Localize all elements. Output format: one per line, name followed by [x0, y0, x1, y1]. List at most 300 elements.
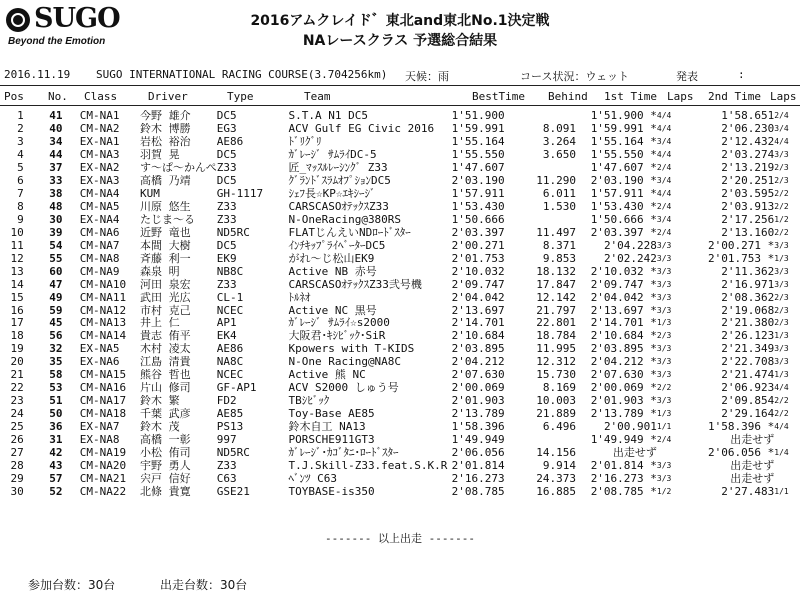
- cell-besttime: 1'51.900: [451, 110, 505, 123]
- cell-class-pos: 12: [112, 304, 127, 317]
- cell-laps-2: 2/3: [774, 176, 789, 186]
- cell-type: Z33: [216, 161, 237, 175]
- cell-2nd-time: 2'06.056 *: [708, 446, 775, 459]
- cell-pos: 10: [10, 226, 24, 239]
- cell-behind: 11.995: [536, 342, 576, 356]
- cell-besttime: 2'01.814: [451, 459, 505, 472]
- cell-1st-time: 2'01.903 *: [590, 394, 657, 408]
- cell-no: 42: [49, 446, 63, 459]
- cell-1st-time: 1'53.430 *: [590, 200, 657, 214]
- cell-pos: 16: [10, 304, 24, 317]
- cell-spacer: [62, 343, 74, 356]
- table-row: [0, 317, 800, 330]
- info-weather: 天候：雨: [405, 70, 449, 83]
- cell-team: ACV S2000 しゅう号: [288, 381, 399, 395]
- cell-laps-2: 3/3: [774, 279, 789, 289]
- cell-1st-time: 2'09.747 *: [590, 278, 657, 291]
- cell-type: EK4: [216, 329, 237, 343]
- cell-class-pos: 21: [112, 472, 127, 485]
- cell-class-pos: 5: [112, 342, 120, 356]
- cell-driver: 井上 仁: [139, 317, 180, 330]
- cell-spacer: [62, 304, 74, 317]
- cell-type: AP1: [216, 317, 237, 330]
- cell-laps-1: 4/4: [656, 111, 672, 121]
- cell-team: 鈴木自工 NA13: [288, 420, 366, 433]
- cell-class-pos: 1: [112, 110, 120, 123]
- cell-class-pos: 9: [112, 265, 120, 278]
- cell-spacer: [62, 278, 74, 291]
- cell-laps-1: 1/1: [656, 421, 672, 431]
- col-team: Team: [304, 90, 331, 103]
- cell-spacer: [62, 446, 74, 459]
- cell-1st-time: 2'07.630 *: [590, 368, 657, 382]
- cell-1st-time: 2'00.069 *: [590, 381, 657, 395]
- cell-2nd-time: 2'06.923: [721, 381, 775, 395]
- cell-no: 55: [49, 252, 63, 265]
- cell-spacer: [62, 214, 74, 227]
- table-row: [0, 110, 800, 123]
- cell-laps-1: 3/3: [656, 357, 672, 367]
- info-time: :: [738, 68, 745, 81]
- cell-1st-time: 2'16.273 *: [590, 472, 657, 485]
- cell-pos: 26: [10, 433, 24, 446]
- cell-no: 35: [49, 355, 63, 369]
- cell-1st-time: 2'00.901: [603, 420, 657, 433]
- cell-type: GSE21: [216, 485, 250, 498]
- cell-pos: 27: [10, 446, 24, 459]
- cell-laps-1: 2/2: [656, 383, 672, 393]
- cell-team: TBｼﾋﾞｯｸ: [288, 394, 330, 408]
- cell-type: DC5: [216, 110, 237, 123]
- cell-laps-2: 4/4: [774, 383, 789, 393]
- table-row: [0, 330, 800, 343]
- cell-driver: 片山 修司: [139, 381, 191, 395]
- cell-driver: 今野 雄介: [139, 110, 191, 123]
- info-course: SUGO INTERNATIONAL RACING COURSE(3.704256km): [96, 68, 388, 81]
- cell-class-pos: 7: [112, 239, 120, 252]
- cell-2nd-time: 2'12.432: [721, 135, 775, 149]
- cell-team: CARSCASOｵﾃｯｸｽZ33弐号機: [288, 278, 422, 291]
- cell-laps-2: 3/4: [774, 124, 789, 134]
- cell-laps-1: 3/3: [656, 305, 672, 315]
- cell-type: Z33: [216, 459, 237, 472]
- cell-laps-1: 4/4: [656, 150, 672, 160]
- cell-class: EX-NA: [79, 135, 113, 149]
- cell-type: EK9: [216, 252, 237, 265]
- cell-class-pos: 13: [112, 317, 127, 330]
- cell-1st-time: 2'04.042 *: [590, 291, 657, 304]
- cell-besttime: 1'50.666: [451, 213, 505, 226]
- cell-behind: 12.312: [536, 355, 576, 369]
- cell-1st-time: 1'47.607 *: [590, 161, 657, 175]
- cell-besttime: 2'06.056: [451, 446, 505, 459]
- cell-1st-time: 1'55.550 *: [590, 148, 657, 162]
- cell-laps-1: 3/3: [656, 292, 672, 302]
- cell-team: Active NB 赤号: [288, 265, 377, 278]
- cell-2nd-time: 2'19.068: [721, 304, 775, 317]
- cell-class: CM-NA: [79, 304, 113, 317]
- cell-1st-time: 1'49.949 *: [590, 433, 657, 446]
- cell-1st-time: 1'59.991 *: [590, 122, 657, 136]
- cell-no: 47: [49, 278, 63, 291]
- cell-laps-2: 2/2: [774, 409, 789, 419]
- cell-behind: 3.650: [542, 148, 576, 162]
- cell-laps-2: 4/4: [774, 421, 789, 431]
- cell-team: CARSCASOｵﾃｯｸｽZ33: [288, 200, 389, 214]
- cell-laps-2: 2/3: [774, 318, 789, 328]
- cell-2nd-time: 2'16.971: [721, 278, 775, 291]
- header-rule-bottom: [0, 105, 800, 106]
- cell-laps-1: 3/3: [656, 473, 672, 483]
- cell-besttime: 1'49.949: [451, 433, 505, 446]
- cell-driver: 高橋 乃靖: [139, 174, 191, 188]
- cell-pos: 21: [10, 368, 24, 382]
- cell-class-pos: 1: [112, 135, 120, 149]
- cell-type: PS13: [216, 420, 244, 433]
- col-besttime: BestTime: [472, 90, 525, 103]
- cell-2nd-time: 2'27.483: [721, 485, 775, 498]
- col-2nd-time: 2nd Time: [708, 90, 761, 103]
- cell-class-pos: 20: [112, 459, 127, 472]
- cell-laps-2: 1/3: [774, 253, 789, 263]
- col-behind: Behind: [548, 90, 588, 103]
- cell-besttime: 2'10.032: [451, 265, 505, 278]
- cell-spacer: [62, 291, 74, 304]
- cell-driver: たじま～る: [139, 213, 195, 226]
- cell-driver: 鈴木 茂: [139, 420, 180, 433]
- col-class: Class: [84, 90, 118, 103]
- table-row: [0, 395, 800, 408]
- cell-driver: 岩松 裕治: [139, 135, 191, 149]
- cell-driver: 貴志 侑平: [139, 329, 191, 343]
- cell-laps-2: 3/3: [774, 344, 789, 354]
- cell-no: 33: [49, 174, 63, 188]
- cell-laps-1: 2/4: [656, 202, 672, 212]
- cell-no: 40: [49, 122, 63, 136]
- cell-class: CM-NA: [79, 317, 113, 330]
- cell-laps-2: 1/2: [774, 214, 789, 224]
- cell-spacer: [62, 201, 74, 214]
- cell-besttime: 2'13.697: [451, 304, 505, 317]
- cell-no: 41: [49, 110, 63, 123]
- cell-class-pos: 15: [112, 368, 127, 382]
- cell-1st-time: 2'03.397 *: [590, 226, 657, 239]
- cell-1st-time: 2'03.190 *: [590, 174, 657, 188]
- cell-no: 60: [49, 265, 63, 278]
- cell-behind: [505, 162, 576, 175]
- info-date: 2016.11.19: [4, 68, 71, 81]
- table-row: [0, 304, 800, 317]
- cell-driver: 熊谷 哲也: [139, 368, 191, 382]
- cell-type: EG3: [216, 122, 237, 136]
- cell-class-pos: 10: [112, 278, 127, 291]
- cell-spacer: [62, 123, 74, 136]
- cell-pos: 23: [10, 394, 24, 408]
- cell-laps-1: 3/3: [656, 279, 672, 289]
- info-condition: コース状況：ウェット: [520, 70, 630, 83]
- cell-behind: 11.290: [536, 174, 576, 188]
- cell-driver: 木村 凌太: [139, 342, 191, 356]
- cell-type: Z33: [216, 200, 237, 214]
- cell-behind: 1.530: [542, 200, 576, 214]
- cell-1st-time: 2'14.701 *: [590, 317, 657, 330]
- cell-behind: 18.132: [536, 265, 576, 278]
- cell-team: ｶﾞﾚｰｼﾞ ｻﾑﾗｲ☆s2000: [288, 317, 390, 330]
- cell-behind: 17.847: [536, 278, 576, 291]
- cell-no: 57: [49, 472, 63, 485]
- cell-2nd-time: 2'29.164: [721, 407, 775, 421]
- cell-spacer: [62, 395, 74, 408]
- cell-pos: 24: [10, 407, 24, 421]
- cell-2nd-time: 2'26.123: [721, 329, 775, 343]
- cell-class: EX-NA: [79, 342, 113, 356]
- cell-driver: 江島 清貴: [139, 355, 191, 369]
- cell-spacer: [62, 226, 74, 239]
- cell-besttime: 2'04.212: [451, 355, 505, 369]
- table-row: [0, 201, 800, 214]
- cell-behind: 21.889: [536, 407, 576, 421]
- cell-driver: 森泉 明: [139, 265, 180, 278]
- cell-driver: 北條 貴寛: [139, 485, 191, 498]
- table-row: [0, 123, 800, 136]
- results-body: [0, 110, 800, 498]
- cell-driver: KUM: [139, 187, 160, 201]
- cell-class: CM-NA: [79, 110, 113, 123]
- cell-pos: 17: [10, 317, 24, 330]
- col-no: No.: [48, 90, 68, 103]
- cell-driver: 河田 泉宏: [139, 278, 191, 291]
- cell-team: Active 熊 NC: [288, 368, 366, 382]
- cell-spacer: [62, 136, 74, 149]
- cell-1st-time: 1'55.164 *: [590, 135, 657, 149]
- cell-no: 56: [49, 329, 63, 343]
- cell-laps-2: 2/2: [774, 227, 789, 237]
- cell-class: CM-NA: [79, 200, 113, 214]
- table-row: [0, 382, 800, 395]
- cell-spacer: [62, 149, 74, 162]
- cell-team: がれ～じ松山EK9: [288, 252, 375, 265]
- cell-class: CM-NA: [79, 394, 113, 408]
- cell-class: CM-NA: [79, 407, 113, 421]
- cell-spacer: [62, 330, 74, 343]
- cell-pos: 11: [10, 239, 24, 252]
- cell-laps-1: 2/4: [656, 163, 672, 173]
- cell-class: CM-NA: [79, 278, 113, 291]
- cell-besttime: 1'55.550: [451, 148, 505, 162]
- footer-starters: 出走台数：30台: [160, 578, 248, 592]
- cell-2nd-time: 2'21.474: [721, 368, 775, 382]
- cell-behind: [505, 214, 576, 227]
- cell-pos: 5: [17, 161, 24, 175]
- cell-laps-1: 2/3: [656, 331, 672, 341]
- cell-2nd-time: 2'09.854: [721, 394, 775, 408]
- cell-class-pos: 4: [112, 187, 120, 201]
- cell-behind: [505, 110, 576, 123]
- col-driver: Driver: [148, 90, 188, 103]
- cell-laps-1: 3/3: [656, 240, 672, 250]
- cell-class-pos: 14: [112, 329, 127, 343]
- table-row: [0, 446, 800, 459]
- cell-besttime: 2'03.895: [451, 342, 505, 356]
- cell-besttime: 2'03.397: [451, 226, 505, 239]
- cell-besttime: 2'03.190: [451, 174, 505, 188]
- cell-type: DC5: [216, 174, 237, 188]
- cell-laps-2: 2/3: [774, 163, 789, 173]
- cell-laps-2: 2/2: [774, 396, 789, 406]
- cell-no: 38: [49, 187, 63, 201]
- cell-besttime: 2'10.684: [451, 329, 505, 343]
- cell-type: DC5: [216, 239, 237, 252]
- cell-class-pos: 6: [112, 355, 120, 369]
- cell-behind: 15.730: [536, 368, 576, 382]
- cell-team: Active NC 黒号: [288, 304, 377, 317]
- cell-2nd-time: 2'21.380: [721, 317, 775, 330]
- cell-driver: 小松 侑司: [139, 446, 191, 459]
- cell-laps-1: 2/4: [656, 227, 672, 237]
- cell-driver: 高橋 一彰: [139, 433, 191, 446]
- cell-behind: 3.264: [542, 135, 576, 149]
- cell-laps-1: 3/3: [656, 253, 672, 263]
- cell-pos: 29: [10, 472, 24, 485]
- cell-class: CM-NA: [79, 122, 113, 136]
- cell-class-pos: 22: [112, 485, 127, 498]
- cell-laps-2: 1/3: [774, 331, 789, 341]
- cell-laps-2: 3/3: [774, 240, 789, 250]
- cell-type: AE85: [216, 407, 244, 421]
- cell-pos: 14: [10, 278, 24, 291]
- cell-class-pos: 3: [112, 148, 120, 162]
- cell-spacer: [62, 369, 74, 382]
- cell-class-pos: 6: [112, 226, 120, 239]
- cell-driver: 宇野 勇人: [139, 459, 191, 472]
- info-announce: 発表: [676, 70, 698, 83]
- cell-class-pos: 2: [112, 161, 120, 175]
- cell-laps-2: [774, 433, 800, 446]
- cell-2nd-time: 2'06.230: [721, 122, 775, 136]
- cell-spacer: [62, 239, 74, 252]
- logo-tagline: Beyond the Emotion: [8, 36, 106, 47]
- cell-no: 36: [49, 420, 63, 433]
- cell-type: Z33: [216, 213, 237, 226]
- cell-1st-time: 2'01.814 *: [590, 459, 657, 472]
- cell-laps-2: [774, 459, 800, 472]
- table-row: [0, 252, 800, 265]
- event-title: 2016アムクレイド゛東北and東北No.1決定戦: [250, 13, 550, 29]
- cell-1st-time: 2'08.785 *: [590, 485, 657, 498]
- cell-1st-time: 出走せず: [612, 446, 657, 459]
- cell-laps-2: [774, 472, 800, 485]
- cell-class-pos: 2: [112, 122, 120, 136]
- cell-laps-2: 2/3: [774, 305, 789, 315]
- cell-laps-2: 3/3: [774, 357, 789, 367]
- cell-type: NCEC: [216, 368, 244, 382]
- cell-team: ACV Gulf EG Civic 2016: [288, 122, 435, 136]
- cell-laps-2: 1/3: [774, 370, 789, 380]
- cell-type: C63: [216, 472, 237, 485]
- cell-pos: 25: [10, 420, 24, 433]
- cell-behind: 12.142: [536, 291, 576, 304]
- cell-laps-2: 1/1: [774, 486, 789, 496]
- cell-type: FD2: [216, 394, 237, 408]
- cell-driver: 鈴木 繁: [139, 394, 180, 408]
- cell-2nd-time: 2'03.595: [721, 187, 775, 201]
- cell-no: 30: [49, 213, 63, 226]
- table-row: [0, 421, 800, 434]
- table-row: [0, 485, 800, 498]
- cell-class: EX-NA: [79, 355, 113, 369]
- cell-pos: 9: [17, 213, 24, 226]
- cell-class-pos: 8: [112, 433, 120, 446]
- cell-team: ｶﾞﾚｰｼﾞ ｻﾑﾗｲDC-5: [288, 148, 377, 162]
- cell-class: EX-NA: [79, 433, 113, 446]
- cell-1st-time: 2'10.032 *: [590, 265, 657, 278]
- cell-laps-1: 3/3: [656, 396, 672, 406]
- cell-team: Toy-Base AE85: [288, 407, 375, 421]
- cell-laps-2: 3/3: [774, 266, 789, 276]
- cell-besttime: 2'08.785: [451, 485, 505, 498]
- cell-behind: 11.497: [536, 226, 576, 239]
- cell-laps-1: 3/3: [656, 344, 672, 354]
- cell-no: 58: [49, 368, 63, 382]
- cell-driver: 武田 光広: [139, 291, 191, 304]
- cell-besttime: 2'00.271: [451, 239, 505, 252]
- table-row: [0, 136, 800, 149]
- cell-2nd-time: 2'20.251: [721, 174, 775, 188]
- cell-type: NB8C: [216, 265, 244, 278]
- cell-pos: 6: [17, 174, 24, 188]
- cell-no: 53: [49, 381, 63, 395]
- table-row: [0, 265, 800, 278]
- cell-class: CM-NA: [79, 252, 113, 265]
- cell-laps-2: 3/3: [774, 150, 789, 160]
- cell-driver: 近野 竜也: [139, 226, 191, 239]
- cell-behind: 8.371: [542, 239, 576, 252]
- results-table: [0, 110, 800, 498]
- cell-laps-1: 2/4: [656, 434, 672, 444]
- cell-2nd-time: 2'17.256: [721, 213, 775, 226]
- cell-team: ｼｪﾌ長☆KP☆ｴｷｼｰｼﾞ: [288, 187, 376, 201]
- cell-besttime: 2'16.273: [451, 472, 505, 485]
- table-row: [0, 214, 800, 227]
- table-row: [0, 239, 800, 252]
- cell-type: CL-1: [216, 291, 244, 304]
- cell-team: TOYBASE-is350: [288, 485, 375, 498]
- cell-behind: 9.914: [542, 459, 576, 472]
- cell-type: AE86: [216, 135, 244, 149]
- cell-pos: 13: [10, 265, 24, 278]
- cell-driver: 斉藤 利一: [139, 252, 191, 265]
- cell-besttime: 2'00.069: [451, 381, 505, 395]
- table-row: [0, 278, 800, 291]
- cell-1st-time: 2'02.242: [603, 252, 657, 265]
- cell-no: 43: [49, 459, 63, 472]
- cell-2nd-time: 2'08.362: [721, 291, 775, 304]
- end-marker: ------- 以上出走 -------: [325, 532, 475, 545]
- table-row: [0, 472, 800, 485]
- cell-besttime: 2'04.042: [451, 291, 505, 304]
- cell-team: FLATじんえいNDﾛｰﾄﾞｽﾀｰ: [288, 226, 411, 239]
- cell-2nd-time: 2'03.913: [721, 200, 775, 214]
- cell-laps-1: 3/4: [656, 137, 672, 147]
- cell-laps-2: 2/4: [774, 111, 789, 121]
- cell-team: ﾍﾞﾝﾂ C63: [288, 472, 337, 485]
- cell-spacer: [62, 433, 74, 446]
- cell-class: CM-NA: [79, 446, 113, 459]
- cell-laps-1: 1/3: [656, 409, 672, 419]
- cell-team: ﾄﾞﾘｸﾞﾘ: [288, 135, 322, 149]
- cell-spacer: [62, 265, 74, 278]
- cell-pos: 15: [10, 291, 24, 304]
